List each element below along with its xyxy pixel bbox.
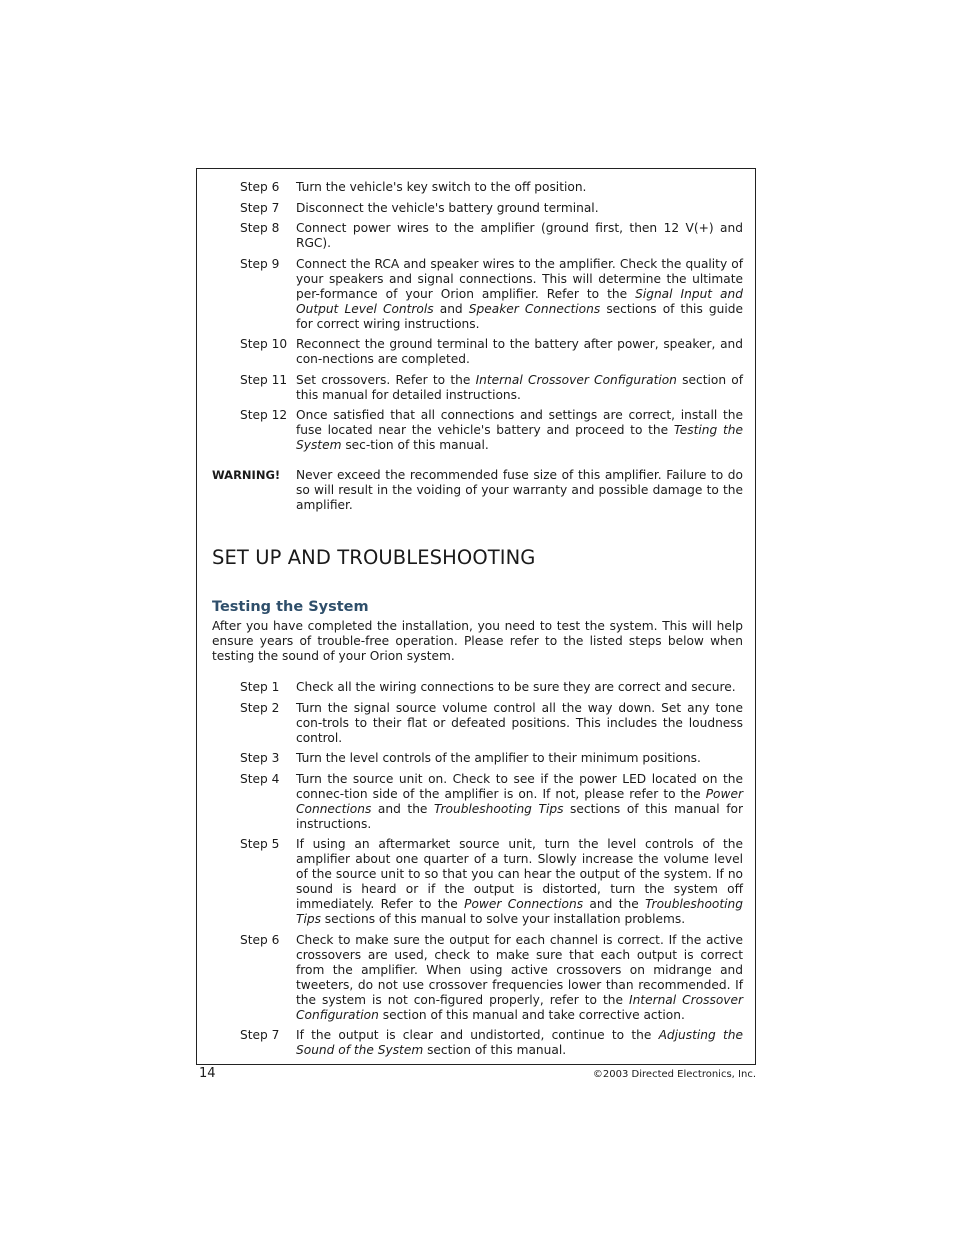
- page-frame: [196, 168, 756, 1065]
- warning-label: WARNING!: [212, 468, 281, 482]
- step-label: Step 5: [240, 837, 280, 851]
- step-label: Step 7: [240, 200, 280, 215]
- step-text: Turn the signal source volume control all the way down. Set any tone con-trols to their flat or defeated positions. This includes the loudness control.: [296, 700, 743, 745]
- copyright-notice: ©2003 Directed Electronics, Inc.: [592, 1069, 756, 1080]
- step-text: Turn the level controls of the amplifier to their minimum positions.: [296, 751, 701, 765]
- step-item: [212, 373, 743, 403]
- step-item: [212, 701, 743, 746]
- page-number: 14: [199, 1066, 216, 1081]
- testing-steps-list: [212, 680, 743, 1058]
- warning-text: Never exceed the recommended fuse size of this amplifier. Failure to do so will result in the voiding of your warranty and possible damage to the amplifier.: [296, 468, 743, 512]
- step-item: [212, 221, 743, 251]
- intro-paragraph: After you have completed the installation, you need to test the system. This will help ensure years of trouble-free operation. Please refer to the listed steps below when testing the sound of your Orion system.: [212, 619, 743, 663]
- step-label: Step 8: [240, 221, 280, 235]
- step-item: [212, 257, 743, 332]
- step-label: Step 12: [240, 408, 288, 422]
- step-text: Set crossovers. Refer to the Internal Crossover Configuration section of this manual for detailed instructions.: [296, 372, 744, 402]
- step-label: Step 1: [240, 680, 280, 694]
- warning-block: [212, 468, 743, 513]
- step-text: Connect power wires to the amplifier (ground first, then 12 V(+) and RGC).: [296, 221, 743, 250]
- step-text: Check to make sure the output for each channel is correct. If the active crossovers are used, check to make sure that each output is correct from the amplifier. When using active crossovers on midrange and tweeters, do not use crossover frequencies lower than recommended. If the system is not con-figured properly, refer to the Internal Crossover Configuration section of this manual and take corrective action.: [296, 932, 743, 1022]
- step-label: Step 6: [240, 180, 280, 194]
- step-item: [212, 680, 743, 695]
- step-label: Step 6: [240, 932, 280, 947]
- step-text: Check all the wiring connections to be sure they are correct and secure.: [296, 680, 736, 694]
- subsection-title: Testing the System: [212, 599, 369, 615]
- step-label: Step 4: [240, 771, 280, 786]
- step-item: [212, 751, 743, 766]
- section-title: SET UP AND TROUBLESHOOTING: [212, 546, 536, 569]
- step-label: Step 11: [240, 372, 288, 387]
- step-label: Step 9: [240, 256, 280, 271]
- step-text: Disconnect the vehicle's battery ground terminal.: [296, 200, 599, 215]
- step-text: Reconnect the ground terminal to the battery after power, speaker, and con-nections are completed.: [296, 337, 743, 366]
- step-text: Turn the vehicle's key switch to the off position.: [296, 180, 587, 194]
- step-text: Once satisfied that all connections and settings are correct, install the fuse located near the vehicle's battery and proceed to the Testing the System sec-tion of this manual.: [296, 408, 743, 452]
- step-item: [212, 1028, 743, 1058]
- installation-steps-list: [212, 180, 743, 453]
- step-item: [212, 408, 743, 453]
- step-item: [212, 180, 743, 195]
- step-item: [212, 837, 743, 927]
- step-label: Step 10: [240, 337, 288, 351]
- step-item: [212, 201, 743, 216]
- page-content: [212, 180, 743, 1064]
- step-label: Step 7: [240, 1028, 280, 1042]
- step-item: [212, 772, 743, 832]
- step-text: If the output is clear and undistorted, continue to the Adjusting the Sound of the System section of this manual.: [296, 1028, 743, 1057]
- step-text: Turn the source unit on. Check to see if the power LED located on the connec-tion side of the amplifier is on. If not, please refer to the Power Connections and the Troubleshooting Tips sections of this manual for instructions.: [296, 771, 743, 831]
- step-item: [212, 933, 743, 1023]
- step-text: If using an aftermarket source unit, turn the level controls of the amplifier about one quarter of a turn. Slowly increase the volume level of the source unit to so that you can hear the output of the system. If no sound is heard or if the output is distorted, turn the system off immediately. Refer to the Power Connections and the Troubleshooting Tips sections of this manual to solve your installation problems.: [296, 837, 743, 926]
- step-text: Connect the RCA and speaker wires to the amplifier. Check the quality of your speakers and signal connections. This will determine the ultimate per-formance of your Orion amplifier. Refer to the Signal Input and Output Level Controls and Speaker Connections sections of this guide for correct wiring instructions.: [296, 256, 743, 331]
- step-item: [212, 337, 743, 367]
- step-label: Step 3: [240, 751, 280, 765]
- step-label: Step 2: [240, 700, 280, 715]
